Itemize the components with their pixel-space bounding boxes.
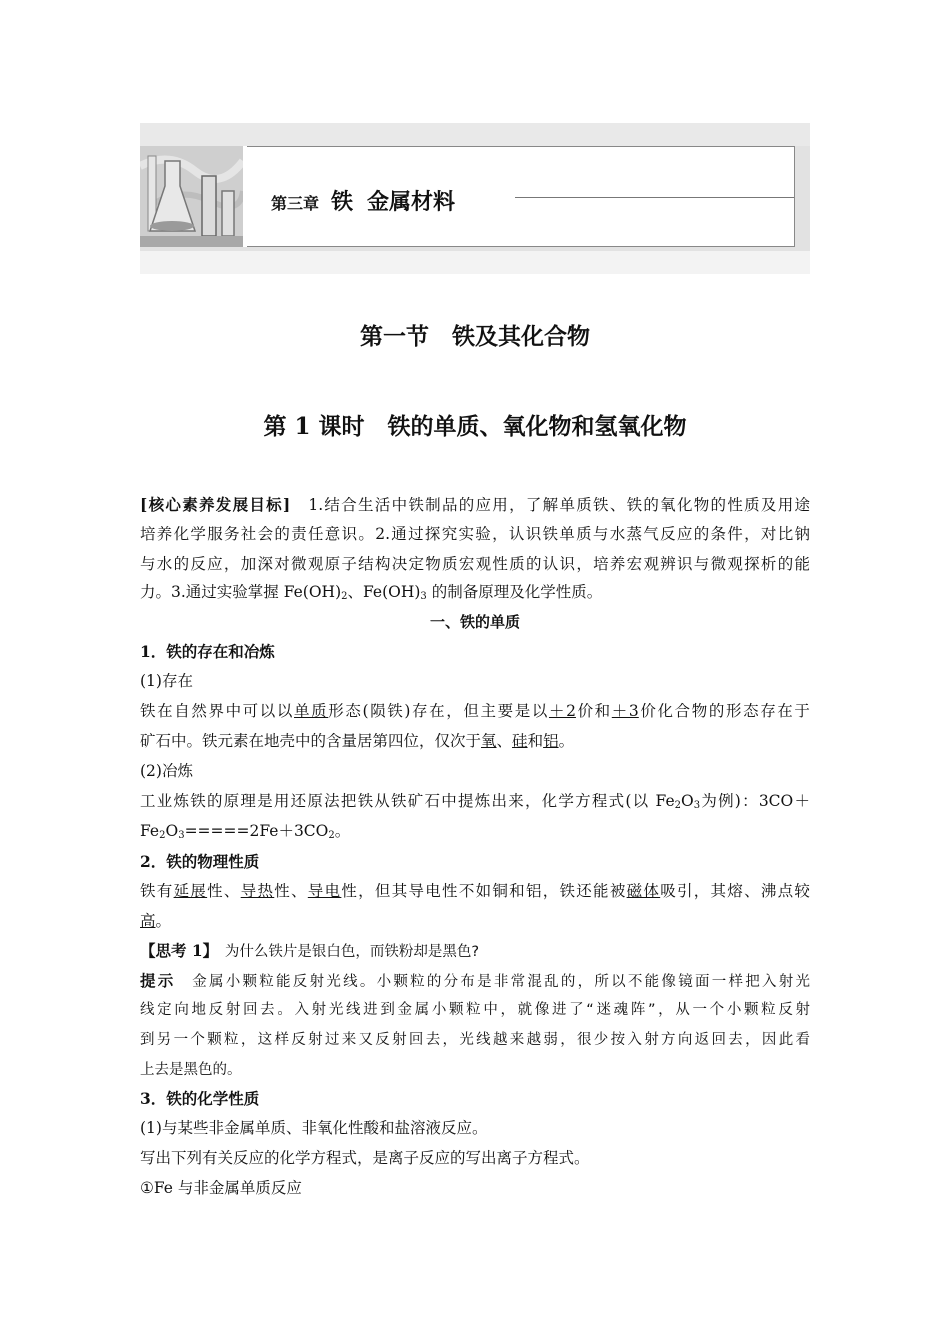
subheading-existence: (1)存在 xyxy=(140,672,193,690)
lab-glassware-image xyxy=(140,146,243,247)
section-heading-iron-element: 一、铁的单质 xyxy=(429,613,520,631)
banner-bottom-strip xyxy=(140,251,810,274)
goals-line-1: [核心素养发展目标] 1.结合生活中铁制品的应用，了解单质铁、铁的氧化物的性质及用途 xyxy=(140,495,810,514)
think-label: 【思考 1】 xyxy=(140,941,211,960)
smelting-equation: $Fe_2O_3=====2Fe+3CO_2$。 xyxy=(140,822,351,841)
goals-line-3: 与水的反应，加深对微观原子结构决定物质宏观性质的认识，培养宏观辨识与微观探析的能 xyxy=(140,555,810,573)
lesson-title: 第 1 课时 铁的单质、氧化物和氢氧化物 xyxy=(263,413,687,440)
think-question: 【思考 1】 为什么铁片是银白色，而铁粉却是黑色? xyxy=(140,941,480,960)
chapter-title-metal: 金属材料 xyxy=(367,190,456,215)
section-title: 第一节 铁及其化合物 xyxy=(360,323,590,350)
chapter-banner xyxy=(140,123,810,274)
hint-line-3: 到另一个颗粒，这样反射过来又反射回去，光线越来越弱，很少按入射方向返回去，因此看 xyxy=(140,1032,810,1048)
existence-text-1: 铁在自然界中可以以单质形态(陨铁)存在，但主要是以＋2价和＋3价化合物的形态存在于 xyxy=(140,702,810,720)
subheading-smelting: (2)冶炼 xyxy=(140,762,193,780)
hint-label: 提示 xyxy=(140,971,176,990)
heading-existence-smelting: 1．铁的存在和冶炼 xyxy=(140,642,275,661)
hint-line-2: 线定向地反射回去。入射光线进到金属小颗粒中，就像进了“迷魂阵”，从一个小颗粒反射 xyxy=(140,1002,810,1018)
chapter-title-iron: 铁 xyxy=(331,190,354,215)
goals-label: [核心素养发展目标] xyxy=(140,495,291,514)
physical-text-2: 高。 xyxy=(140,912,172,930)
chapter-label: 第三章 xyxy=(271,194,320,213)
heading-physical-properties: 2．铁的物理性质 xyxy=(140,852,260,871)
physical-text-1: 铁有延展性、导热性、导电性，但其导电性不如铜和铝，铁还能被磁体吸引，其熔、沸点较 xyxy=(140,882,810,900)
banner-top-strip xyxy=(140,123,810,146)
chapter-rule xyxy=(515,197,794,198)
chemical-item-1: ①Fe 与非金属单质反应 xyxy=(140,1179,302,1197)
existence-text-2: 矿石中。铁元素在地壳中的含量居第四位，仅次于氧、硅和铝。 xyxy=(140,732,575,750)
smelting-text-1: 工业炼铁的原理是用还原法把铁从铁矿石中提炼出来，化学方程式(以 $Fe_2O_3$为例)：3CO＋ xyxy=(140,792,810,811)
chapter-heading xyxy=(271,185,455,216)
hint-line-4: 上去是黑色的。 xyxy=(140,1062,242,1078)
goals-line-4: 力。3.通过实验掌握 $Fe(OH)_2$、$Fe(OH)_3$ 的制备原理及化学性质。 xyxy=(140,583,603,602)
chemical-instruction: 写出下列有关反应的化学方程式，是离子反应的写出离子方程式。 xyxy=(140,1149,590,1167)
heading-chemical-properties: 3．铁的化学性质 xyxy=(140,1089,260,1108)
hint-line-1: 提示 金属小颗粒能反射光线。小颗粒的分布是非常混乱的，所以不能像镜面一样把入射光 xyxy=(140,971,810,990)
goals-line-2: 培养化学服务社会的责任意识。2.通过探究实验，认识铁单质与水蒸气反应的条件，对比钠 xyxy=(140,525,810,543)
chemical-sub-1: (1)与某些非金属单质、非氧化性酸和盐溶液反应。 xyxy=(140,1119,488,1137)
